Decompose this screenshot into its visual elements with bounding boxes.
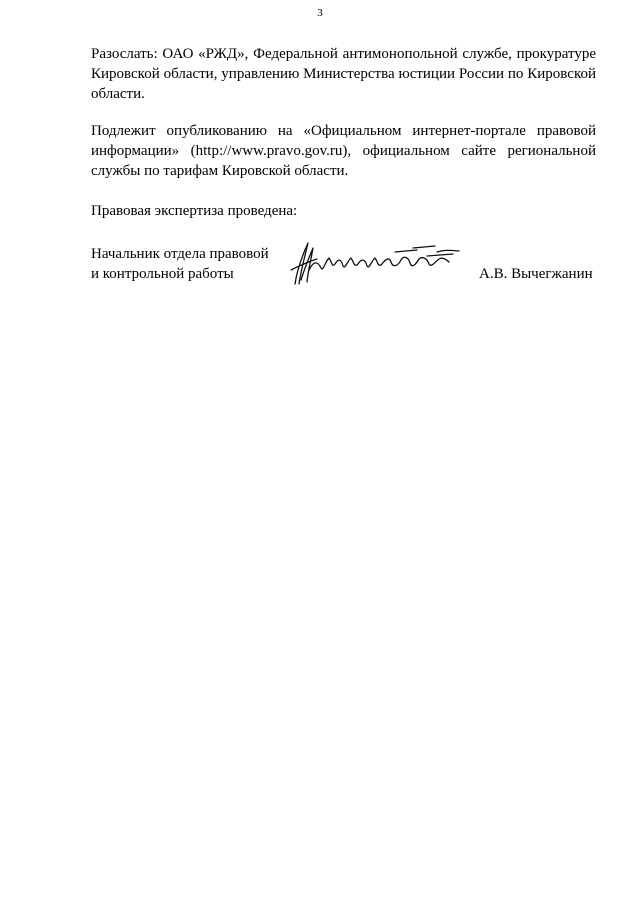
publication-paragraph: Подлежит опубликованию на «Официальном интернет-портале правовой информации» (http://www.pravo.gov.ru), официальном сайте региональной службы по тарифам Кировской области.: [91, 123, 596, 179]
signer-position: [91, 244, 269, 284]
signature-block: [91, 244, 601, 294]
distribution-paragraph: Разослать: ОАО «РЖД», Федеральной антимонопольной службе, прокуратуре Кировской области, управлению Министерства юстиции России по Кировской области.: [91, 46, 596, 102]
signer-name: А.В. Вычегжанин: [479, 266, 593, 282]
signer-position-line-1: Начальник отдела правовой: [91, 246, 269, 262]
page-number: 3: [317, 7, 323, 19]
signer-position-line-2: и контрольной работы: [91, 266, 234, 282]
handwritten-signature: [277, 240, 462, 286]
legal-expertise-paragraph: Правовая экспертиза проведена:: [91, 203, 298, 219]
